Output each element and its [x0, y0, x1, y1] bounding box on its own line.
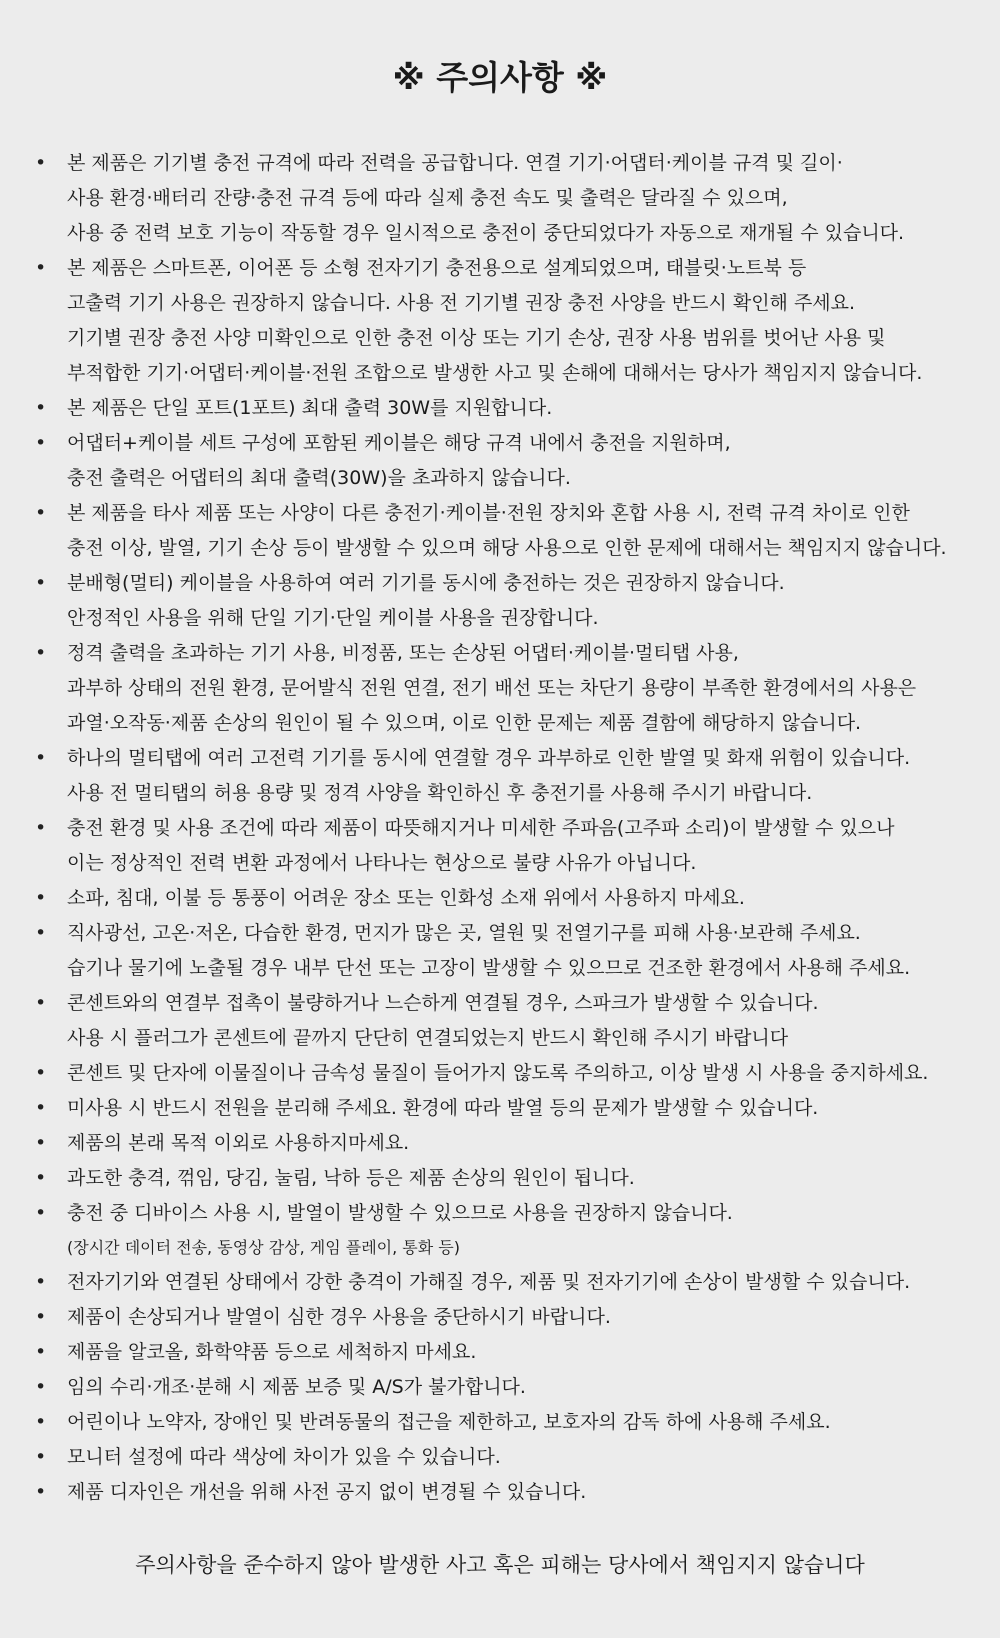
notice-line: 사용 중 전력 보호 기능이 작동할 경우 일시적으로 충전이 중단되었다가 자동으로 재개될 수 있습니다.: [67, 222, 905, 244]
notice-line: 고출력 기기 사용은 권장하지 않습니다. 사용 전 기기별 권장 충전 사양을 반드시 확인해 주세요.: [67, 292, 856, 314]
bullet-icon: •: [35, 572, 47, 594]
notice-item: [0, 1056, 1000, 1091]
bullet-icon: •: [35, 1481, 47, 1503]
bullet-icon: •: [35, 432, 47, 454]
notice-line: 과도한 충격, 꺾임, 당김, 눌림, 낙하 등은 제품 손상의 원인이 됩니다.: [67, 1167, 635, 1189]
notice-item: [0, 1300, 1000, 1335]
notice-item: [0, 496, 1000, 566]
notice-item: [0, 1475, 1000, 1510]
notice-line: 본 제품을 타사 제품 또는 사양이 다른 충전기·케이블·전원 장치와 혼합 사용 시, 전력 규격 차이로 인한: [67, 502, 910, 524]
bullet-icon: •: [35, 502, 47, 524]
notice-item: [0, 916, 1000, 986]
notice-line: 미사용 시 반드시 전원을 분리해 주세요. 환경에 따라 발열 등의 문제가 발생할 수 있습니다.: [67, 1097, 819, 1119]
notice-line: 제품의 본래 목적 이외로 사용하지마세요.: [67, 1132, 410, 1154]
bullet-icon: •: [35, 992, 47, 1014]
notice-line: 전자기기와 연결된 상태에서 강한 충격이 가해질 경우, 제품 및 전자기기에 손상이 발생할 수 있습니다.: [67, 1271, 911, 1293]
notice-line: 직사광선, 고온·저온, 다습한 환경, 먼지가 많은 곳, 열원 및 전열기구를 피해 사용·보관해 주세요.: [67, 922, 861, 944]
notice-line: 본 제품은 기기별 충전 규격에 따라 전력을 공급합니다. 연결 기기·어댑터·케이블 규격 및 길이·: [67, 152, 843, 174]
bullet-icon: •: [35, 1132, 47, 1154]
notice-list: [0, 146, 1000, 1510]
notice-item: [0, 1370, 1000, 1405]
bullet-icon: •: [35, 1446, 47, 1468]
notice-item: [0, 1126, 1000, 1161]
notice-item: [0, 1161, 1000, 1196]
notice-line: 사용 전 멀티탭의 허용 용량 및 정격 사양을 확인하신 후 충전기를 사용해 주시기 바랍니다.: [67, 782, 813, 804]
notice-line: 콘센트 및 단자에 이물질이나 금속성 물질이 들어가지 않도록 주의하고, 이상 발생 시 사용을 중지하세요.: [67, 1062, 929, 1084]
notice-line: 정격 출력을 초과하는 기기 사용, 비정품, 또는 손상된 어댑터·케이블·멀티탭 사용,: [67, 642, 739, 664]
notice-line: 충전 이상, 발열, 기기 손상 등이 발생할 수 있으며 해당 사용으로 인한 문제에 대해서는 책임지지 않습니다.: [67, 537, 947, 559]
notice-item: [0, 391, 1000, 426]
notice-item: [0, 881, 1000, 916]
bullet-icon: •: [35, 922, 47, 944]
notice-line: 과부하 상태의 전원 환경, 문어발식 전원 연결, 전기 배선 또는 차단기 용량이 부족한 환경에서의 사용은: [67, 677, 917, 699]
notice-item: [0, 986, 1000, 1056]
bullet-icon: •: [35, 817, 47, 839]
bullet-icon: •: [35, 1271, 47, 1293]
bullet-icon: •: [35, 1306, 47, 1328]
bullet-icon: •: [35, 747, 47, 769]
notice-item: [0, 1405, 1000, 1440]
bullet-icon: •: [35, 1167, 47, 1189]
notice-item: [0, 426, 1000, 496]
notice-item: [0, 741, 1000, 811]
bullet-icon: •: [35, 1202, 47, 1224]
notice-line: 사용 환경·배터리 잔량·충전 규격 등에 따라 실제 충전 속도 및 출력은 달라질 수 있으며,: [67, 187, 788, 209]
notice-line: 습기나 물기에 노출될 경우 내부 단선 또는 고장이 발생할 수 있으므로 건조한 환경에서 사용해 주세요.: [67, 957, 911, 979]
notice-line: 어댑터+케이블 세트 구성에 포함된 케이블은 해당 규격 내에서 충전을 지원하며,: [67, 432, 731, 454]
bullet-icon: •: [35, 1341, 47, 1363]
bullet-icon: •: [35, 642, 47, 664]
notice-item: [0, 1265, 1000, 1300]
bullet-icon: •: [35, 1411, 47, 1433]
notice-line: 분배형(멀티) 케이블을 사용하여 여러 기기를 동시에 충전하는 것은 권장하지 않습니다.: [67, 572, 785, 594]
notice-line: 부적합한 기기·어댑터·케이블·전원 조합으로 발생한 사고 및 손해에 대해서는 당사가 책임지지 않습니다.: [67, 362, 923, 384]
bullet-icon: •: [35, 257, 47, 279]
bullet-icon: •: [35, 1062, 47, 1084]
notice-item: [0, 566, 1000, 636]
bullet-icon: •: [35, 1376, 47, 1398]
bullet-icon: •: [35, 152, 47, 174]
notice-line: 이는 정상적인 전력 변환 과정에서 나타나는 현상으로 불량 사유가 아닙니다.: [67, 852, 697, 874]
notice-line: 모니터 설정에 따라 색상에 차이가 있을 수 있습니다.: [67, 1446, 501, 1468]
notice-note: (장시간 데이터 전송, 동영상 감상, 게임 플레이, 통화 등): [67, 1238, 461, 1257]
notice-line: 제품 디자인은 개선을 위해 사전 공지 없이 변경될 수 있습니다.: [67, 1481, 587, 1503]
notice-line: 사용 시 플러그가 콘센트에 끝까지 단단히 연결되었는지 반드시 확인해 주시기 바랍니다: [67, 1027, 789, 1049]
notice-line: 본 제품은 단일 포트(1포트) 최대 출력 30W를 지원합니다.: [67, 397, 553, 419]
bullet-icon: •: [35, 1097, 47, 1119]
notice-line: 안정적인 사용을 위해 단일 기기·단일 케이블 사용을 권장합니다.: [67, 607, 599, 629]
notice-line: 콘센트와의 연결부 접촉이 불량하거나 느슨하게 연결될 경우, 스파크가 발생할 수 있습니다.: [67, 992, 819, 1014]
notice-line: 본 제품은 스마트폰, 이어폰 등 소형 전자기기 충전용으로 설계되었으며, 태블릿·노트북 등: [67, 257, 807, 279]
notice-line: 제품을 알코올, 화학약품 등으로 세척하지 마세요.: [67, 1341, 477, 1363]
notice-line: 임의 수리·개조·분해 시 제품 보증 및 A/S가 불가합니다.: [67, 1376, 526, 1398]
notice-line: 제품이 손상되거나 발열이 심한 경우 사용을 중단하시기 바랍니다.: [67, 1306, 611, 1328]
notice-line: 하나의 멀티탭에 여러 고전력 기기를 동시에 연결할 경우 과부하로 인한 발열 및 화재 위험이 있습니다.: [67, 747, 911, 769]
disclaimer-footer: 주의사항을 준수하지 않아 발생한 사고 혹은 피해는 당사에서 책임지지 않습니다: [135, 1553, 865, 1577]
notice-item: [0, 811, 1000, 881]
notice-line: 충전 출력은 어댑터의 최대 출력(30W)을 초과하지 않습니다.: [67, 467, 571, 489]
notice-line: 충전 환경 및 사용 조건에 따라 제품이 따뜻해지거나 미세한 주파음(고주파 소리)이 발생할 수 있으나: [67, 817, 895, 839]
bullet-icon: •: [35, 397, 47, 419]
bullet-icon: •: [35, 887, 47, 909]
notice-item: [0, 251, 1000, 391]
notice-item: [0, 1440, 1000, 1475]
notice-item: [0, 1091, 1000, 1126]
notice-line: 과열·오작동·제품 손상의 원인이 될 수 있으며, 이로 인한 문제는 제품 결함에 해당하지 않습니다.: [67, 712, 862, 734]
notice-item: [0, 1335, 1000, 1370]
notice-item: [0, 1196, 1000, 1265]
notice-line: 어린이나 노약자, 장애인 및 반려동물의 접근을 제한하고, 보호자의 감독 하에 사용해 주세요.: [67, 1411, 831, 1433]
notice-line: 소파, 침대, 이불 등 통풍이 어려운 장소 또는 인화성 소재 위에서 사용하지 마세요.: [67, 887, 745, 909]
notice-line: 충전 중 디바이스 사용 시, 발열이 발생할 수 있으므로 사용을 권장하지 않습니다.: [67, 1202, 733, 1224]
page-title: ※ 주의사항 ※: [392, 58, 608, 97]
notice-item: [0, 636, 1000, 741]
notice-line: 기기별 권장 충전 사양 미확인으로 인한 충전 이상 또는 기기 손상, 권장 사용 범위를 벗어난 사용 및: [67, 327, 886, 349]
notice-item: [0, 146, 1000, 251]
